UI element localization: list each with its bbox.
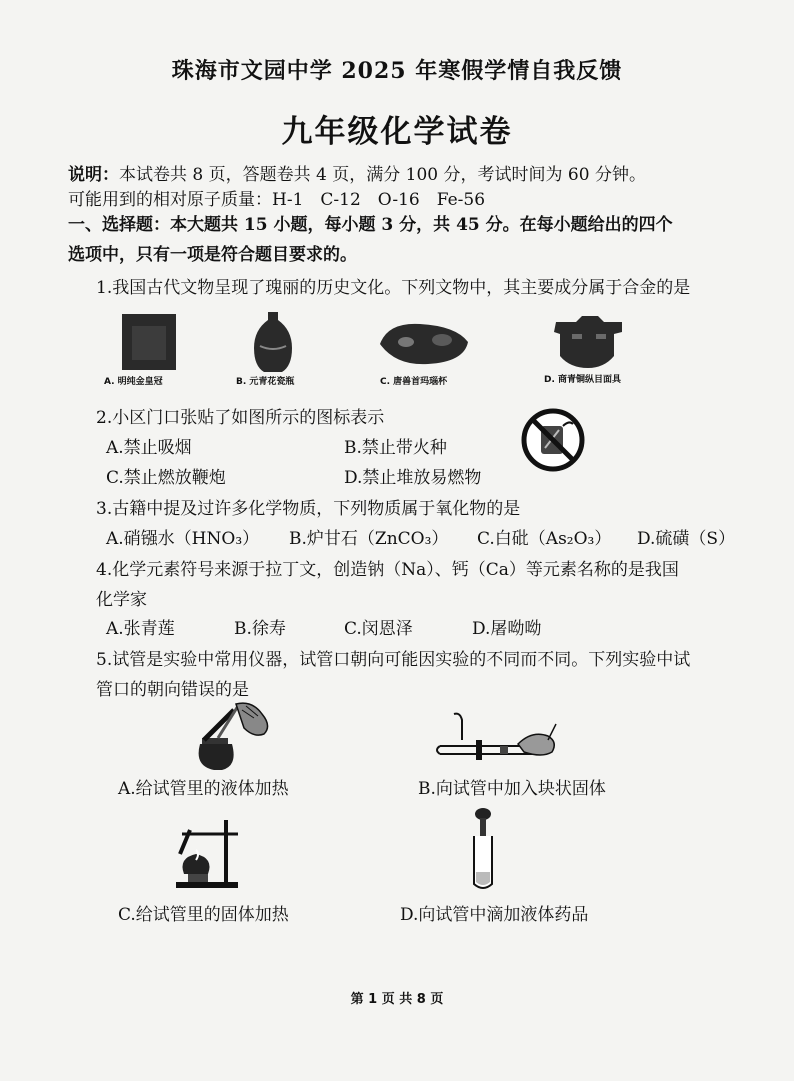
q2-option-b: B.禁止带火种 bbox=[344, 438, 447, 458]
q2-option-d: D.禁止堆放易燃物 bbox=[344, 468, 482, 488]
section1-heading-line1: 一、选择题：本大题共 15 小题，每小题 3 分，共 45 分。在每小题给出的四个 bbox=[68, 215, 673, 235]
q3-option-a: A.硝镪水（HNO₃） bbox=[106, 529, 260, 549]
q3-stem: 3.古籍中提及过许多化学物质，下列物质属于氧化物的是 bbox=[96, 499, 521, 519]
q4-option-a: A.张青莲 bbox=[106, 619, 175, 639]
q1-image-crown bbox=[120, 312, 180, 374]
q1-caption-c: C. 唐兽首玛瑙杯 bbox=[380, 377, 448, 387]
school-line: 珠海市文园中学 2025 年寒假学情自我反馈 bbox=[171, 58, 623, 84]
q1-caption-a: A. 明纯金皇冠 bbox=[104, 377, 163, 387]
q3-option-b: B.炉甘石（ZnCO₃） bbox=[289, 529, 449, 549]
q1-caption-b: B. 元青花瓷瓶 bbox=[236, 377, 295, 387]
instructions bbox=[68, 160, 646, 185]
instructions-text: 本试卷共 8 页，答题卷共 4 页，满分 100 分，考试时间为 60 分钟。 bbox=[119, 165, 646, 185]
section1-heading-line2: 选项中，只有一项是符合题目要求的。 bbox=[68, 245, 357, 265]
q4-option-d: D.屠呦呦 bbox=[472, 619, 542, 639]
q3-option-d: D.硫磺（S） bbox=[637, 529, 736, 549]
atomic-mass-line: 可能用到的相对原子质量：H-1 C-12 O-16 Fe-56 bbox=[68, 190, 486, 210]
q4-stem-line1: 4.化学元素符号来源于拉丁文，创造钠（Na）、钙（Ca）等元素名称的是我国 bbox=[96, 560, 679, 580]
exam-title: 九年级化学试卷 bbox=[281, 114, 513, 150]
q1-stem: 1.我国古代文物呈现了瑰丽的历史文化。下列文物中，其主要成分属于合金的是 bbox=[96, 278, 691, 298]
q2-option-a: A.禁止吸烟 bbox=[106, 438, 192, 458]
q4-option-c: C.闵恩泽 bbox=[344, 619, 413, 639]
q2-option-c: C.禁止燃放鞭炮 bbox=[106, 468, 226, 488]
q5-image-dropping-liquid bbox=[468, 806, 502, 892]
q5-label-c: C.给试管里的固体加热 bbox=[118, 905, 289, 925]
q1-image-agate-cup bbox=[376, 318, 472, 368]
q1-image-bronze-mask bbox=[552, 312, 626, 370]
q5-image-heating-solid bbox=[170, 814, 246, 890]
q5-label-d: D.向试管中滴加液体药品 bbox=[400, 905, 589, 925]
q2-stem: 2.小区门口张贴了如图所示的图标表示 bbox=[96, 408, 385, 428]
q1-caption-d: D. 商青铜纵目面具 bbox=[544, 375, 622, 385]
q5-stem-line1: 5.试管是实验中常用仪器，试管口朝向可能因实验的不同而不同。下列实验中试 bbox=[96, 650, 691, 670]
q5-image-adding-solid bbox=[436, 710, 560, 768]
q4-option-b: B.徐寿 bbox=[234, 619, 286, 639]
page-footer: 第 1 页 共 8 页 bbox=[350, 992, 444, 1007]
q5-image-heating-liquid bbox=[186, 698, 278, 774]
q5-stem-line2: 管口的朝向错误的是 bbox=[96, 680, 249, 700]
q3-option-c: C.白砒（As₂O₃） bbox=[477, 529, 612, 549]
no-firecrackers-sign-icon bbox=[521, 408, 585, 472]
q4-stem-line2: 化学家 bbox=[96, 590, 147, 610]
q1-image-vase bbox=[250, 310, 296, 374]
q5-label-b: B.向试管中加入块状固体 bbox=[418, 779, 606, 799]
instructions-label: 说明： bbox=[68, 165, 119, 185]
q5-label-a: A.给试管里的液体加热 bbox=[118, 779, 289, 799]
